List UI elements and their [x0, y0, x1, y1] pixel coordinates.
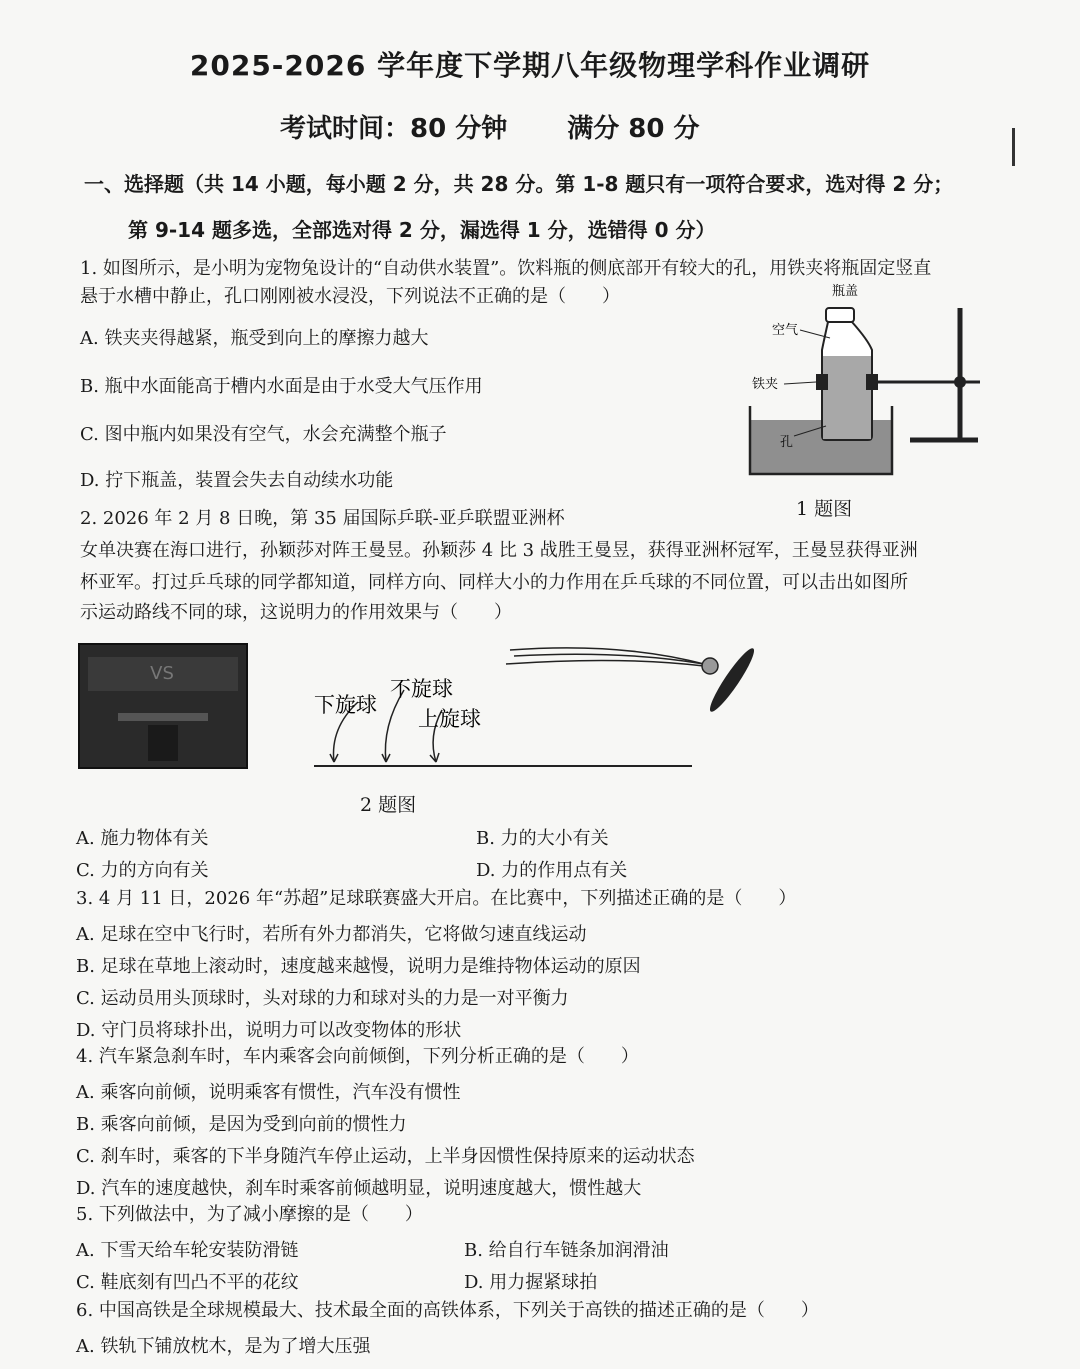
q6-stem: 6. 中国高铁是全球规模最大、技术最全面的高铁体系，下列关于高铁的描述正确的是（ ） [76, 1300, 819, 1321]
q4-option-b: B. 乘客向前倾，是因为受到向前的惯性力 [76, 1114, 407, 1135]
paddle [705, 645, 759, 716]
bottle-cap [826, 308, 854, 322]
motion-line-3 [506, 660, 704, 666]
q1-figure-caption: 1 题图 [796, 498, 853, 520]
q4-option-d: D. 汽车的速度越快，刹车时乘客前倾越明显，说明速度越大，惯性越大 [76, 1178, 642, 1199]
q5-option-d: D. 用力握紧球拍 [464, 1272, 598, 1293]
q1-figure [740, 280, 1000, 520]
q2-option-b: B. 力的大小有关 [476, 828, 609, 849]
q4-option-a: A. 乘客向前倾，说明乘客有惯性，汽车没有惯性 [76, 1082, 461, 1103]
section-heading-line2: 第 9-14 题多选，全部选对得 2 分，漏选得 1 分，选错得 0 分） [128, 218, 716, 242]
q2-stem-line3: 杯亚军。打过乒乓球的同学都知道，同样方向、同样大小的力作用在乒乓球的不同位置，可以击出如图所 [80, 572, 908, 593]
air-label: 空气 [772, 323, 799, 338]
q5-option-b: B. 给自行车链条加润滑油 [464, 1240, 669, 1261]
page-edge-mark [1012, 128, 1015, 166]
q1-stem-line2: 悬于水槽中静止，孔口刚刚被水浸没，下列说法不正确的是（ ） [80, 286, 620, 307]
q3-option-c: C. 运动员用头顶球时，头对球的力和球对头的力是一对平衡力 [76, 988, 569, 1009]
q6-option-a: A. 铁轨下铺放枕木，是为了增大压强 [76, 1336, 371, 1357]
q1-option-b: B. 瓶中水面能高于槽内水面是由于水受大气压作用 [80, 376, 483, 397]
q4-stem: 4. 汽车紧急刹车时，车内乘客会向前倾倒，下列分析正确的是（ ） [76, 1046, 639, 1067]
cap-label: 瓶盖 [832, 284, 859, 299]
clamp-pointer [784, 382, 816, 384]
exam-info [280, 108, 700, 145]
q2-option-a: A. 施力物体有关 [76, 828, 209, 849]
hole-label: 孔 [780, 435, 794, 450]
photo-table [118, 713, 208, 721]
q1-stem-line1: 1. 如图所示，是小明为宠物兔设计的“自动供水装置”。饮料瓶的侧底部开有较大的孔，用铁夹将瓶固定竖直 [80, 258, 932, 279]
q3-option-a: A. 足球在空中飞行时，若所有外力都消失，它将做匀速直线运动 [76, 924, 587, 945]
full-score: 满分 80 分 [567, 114, 700, 144]
ping-pong-ball [702, 658, 718, 674]
backspin-label: 下旋球 [314, 693, 377, 717]
exam-time: 考试时间：80 分钟 [280, 114, 508, 144]
q3-option-b: B. 足球在草地上滚动时，速度越来越慢，说明力是维持物体运动的原因 [76, 956, 641, 977]
page-title: 2025-2026 学年度下学期八年级物理学科作业调研 [189, 49, 871, 82]
q1-option-a: A. 铁夹夹得越紧，瓶受到向上的摩擦力越大 [80, 328, 429, 349]
q2-option-d: D. 力的作用点有关 [476, 860, 628, 881]
topspin-label: 上旋球 [418, 707, 481, 731]
photo-vs-text: VS [150, 663, 174, 684]
clamp-label: 铁夹 [752, 377, 779, 392]
q2-stem-line2: 女单决赛在海口进行，孙颖莎对阵王曼昱。孙颖莎 4 比 3 战胜王曼昱，获得亚洲杯冠军，王曼昱获得亚洲 [80, 540, 918, 561]
q5-option-c: C. 鞋底刻有凹凸不平的花纹 [76, 1272, 299, 1293]
q5-stem: 5. 下列做法中，为了减小摩擦的是（ ） [76, 1204, 423, 1225]
q4-option-c: C. 刹车时，乘客的下半身随汽车停止运动，上半身因惯性保持原来的运动状态 [76, 1146, 695, 1167]
q2-option-c: C. 力的方向有关 [76, 860, 209, 881]
clamp-right [866, 374, 878, 390]
q3-stem: 3. 4 月 11 日，2026 年“苏超”足球联赛盛大开启。在比赛中，下列描述正确的是（ ） [76, 888, 797, 909]
q2-stem-line4: 示运动路线不同的球，这说明力的作用效果与（ ） [80, 602, 512, 623]
match-photo [78, 643, 250, 771]
q3-option-d: D. 守门员将球扑出，说明力可以改变物体的形状 [76, 1020, 462, 1041]
q2-figure [300, 636, 860, 776]
q2-stem-line1: 2. 2026 年 2 月 8 日晚，第 35 届国际乒联-亚乒联盟亚洲杯 [80, 508, 565, 529]
q5-option-a: A. 下雪天给车轮安装防滑链 [76, 1240, 299, 1261]
q1-option-c: C. 图中瓶内如果没有空气，水会充满整个瓶子 [80, 424, 447, 445]
q1-option-d: D. 拧下瓶盖，装置会失去自动续水功能 [80, 470, 394, 491]
bottle-water [823, 356, 871, 439]
clamp-left [816, 374, 828, 390]
nospin-label: 不旋球 [390, 677, 453, 701]
section-heading-line1: 一、选择题（共 14 小题，每小题 2 分，共 28 分。第 1-8 题只有一项符合要求，选对得 2 分； [84, 172, 954, 196]
photo-figure [148, 725, 178, 761]
stand-clamp [954, 376, 966, 388]
q2-figure-caption: 2 题图 [360, 794, 417, 816]
